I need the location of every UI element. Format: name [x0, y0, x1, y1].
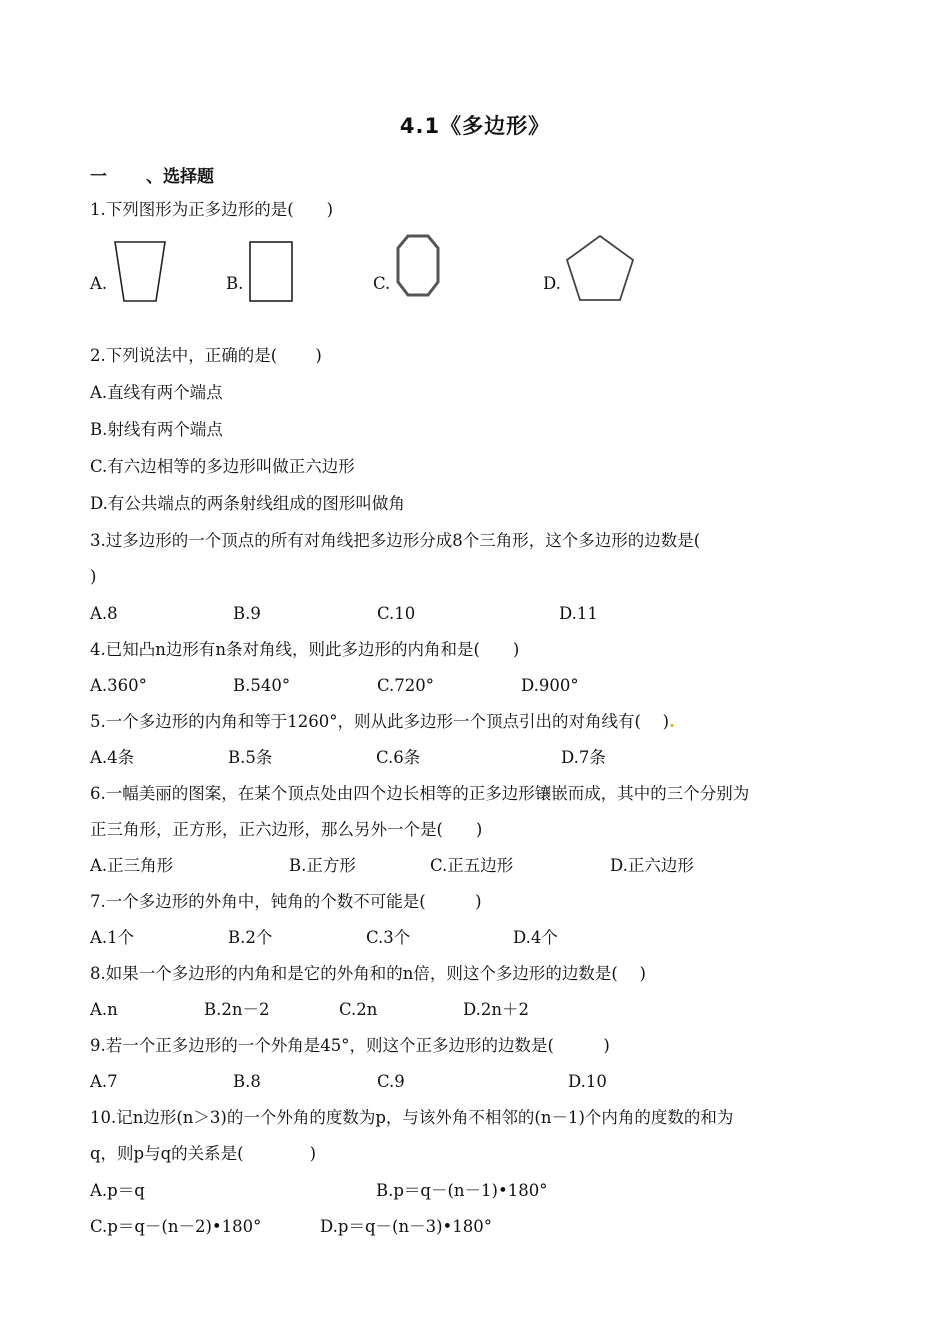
q3-option-a: A.8 — [90, 604, 118, 623]
q5-option-c: C.6条 — [376, 748, 421, 767]
q5-option-b: B.5条 — [228, 748, 273, 767]
q5-option-d: D.7条 — [561, 748, 606, 767]
q4-option-b: B.540° — [233, 676, 291, 695]
section-number: 一 — [90, 167, 107, 187]
q9-option-b: B.8 — [233, 1072, 261, 1091]
q10-option-a: A.p＝q — [90, 1181, 145, 1200]
q1-option-d: D. — [543, 274, 561, 293]
q4-option-d: D.900° — [521, 676, 579, 695]
q3-option-c: C.10 — [377, 604, 416, 623]
trapezoid-icon — [112, 238, 168, 306]
q10-option-b: B.p＝q－(n－1)•180° — [376, 1181, 548, 1200]
q8-option-a: A.n — [90, 1000, 118, 1019]
question-9-stem: 9.若一个正多边形的一个外角是45°，则这个正多边形的边数是( ) — [90, 1036, 610, 1055]
question-8-stem: 8.如果一个多边形的内角和是它的外角和的n倍，则这个多边形的边数是( ) — [90, 964, 646, 983]
q2-option-a: A.直线有两个端点 — [90, 383, 223, 402]
page-title: 4.1《多边形》 — [399, 114, 551, 138]
q1-option-c: C. — [373, 274, 391, 293]
q7-option-d: D.4个 — [513, 928, 558, 947]
pentagon-icon — [562, 232, 638, 306]
q4-option-a: A.360° — [90, 676, 147, 695]
q7-option-b: B.2个 — [228, 928, 273, 947]
question-5-stem-text: 5.一个多边形的内角和等于1260°，则从此多边形一个顶点引出的对角线有( ) — [90, 712, 670, 731]
q6-option-c: C.正五边形 — [430, 856, 514, 875]
q2-option-d: D.有公共端点的两条射线组成的图形叫做角 — [90, 494, 405, 513]
question-10-stem: 10.记n边形(n＞3)的一个外角的度数为p，与该外角不相邻的(n－1)个内角的度数的和为 — [90, 1108, 734, 1127]
section-heading — [90, 162, 214, 187]
q9-option-c: C.9 — [377, 1072, 405, 1091]
q9-option-d: D.10 — [568, 1072, 607, 1091]
q6-option-d: D.正六边形 — [610, 856, 694, 875]
q1-option-b: B. — [226, 274, 244, 293]
q4-option-c: C.720° — [377, 676, 435, 695]
q8-option-c: C.2n — [339, 1000, 378, 1019]
question-4-stem: 4.已知凸n边形有n条对角线，则此多边形的内角和是( ) — [90, 640, 520, 659]
q2-option-b: B.射线有两个端点 — [90, 420, 223, 439]
q10-option-c: C.p＝q－(n－2)•180° — [90, 1217, 262, 1236]
q9-option-a: A.7 — [90, 1072, 118, 1091]
q3-option-d: D.11 — [559, 604, 598, 623]
question-6-stem: 6.一幅美丽的图案，在某个顶点处由四个边长相等的正多边形镶嵌而成，其中的三个分别为 — [90, 784, 750, 803]
q3-option-b: B.9 — [233, 604, 261, 623]
question-6-stem-cont: 正三角形，正方形，正六边形，那么另外一个是( ) — [90, 820, 483, 839]
q6-option-a: A.正三角形 — [90, 856, 174, 875]
q8-option-d: D.2n＋2 — [463, 1000, 530, 1019]
question-3-stem-cont: ) — [90, 567, 97, 586]
q6-option-b: B.正方形 — [289, 856, 356, 875]
q7-option-c: C.3个 — [366, 928, 411, 947]
question-5-stem — [90, 710, 675, 734]
q7-option-a: A.1个 — [90, 928, 135, 947]
q8-option-b: B.2n－2 — [204, 1000, 270, 1019]
question-5-mark: . — [669, 712, 675, 731]
q2-option-c: C.有六边相等的多边形叫做正六边形 — [90, 457, 355, 476]
question-3-stem: 3.过多边形的一个顶点的所有对角线把多边形分成8个三角形，这个多边形的边数是( — [90, 531, 701, 550]
question-1-stem: 1.下列图形为正多边形的是( ) — [90, 200, 334, 219]
q1-option-a: A. — [90, 274, 108, 293]
question-10-stem-cont: q，则p与q的关系是( ) — [90, 1144, 317, 1163]
section-label: 、选择题 — [146, 167, 214, 187]
q10-option-d: D.p＝q－(n－3)•180° — [320, 1217, 492, 1236]
question-7-stem: 7.一个多边形的外角中，钝角的个数不可能是( ) — [90, 892, 482, 911]
octagon-icon — [392, 232, 444, 300]
rectangle-icon — [246, 238, 296, 306]
q5-option-a: A.4条 — [90, 748, 135, 767]
question-2-stem: 2.下列说法中，正确的是( ) — [90, 346, 322, 365]
